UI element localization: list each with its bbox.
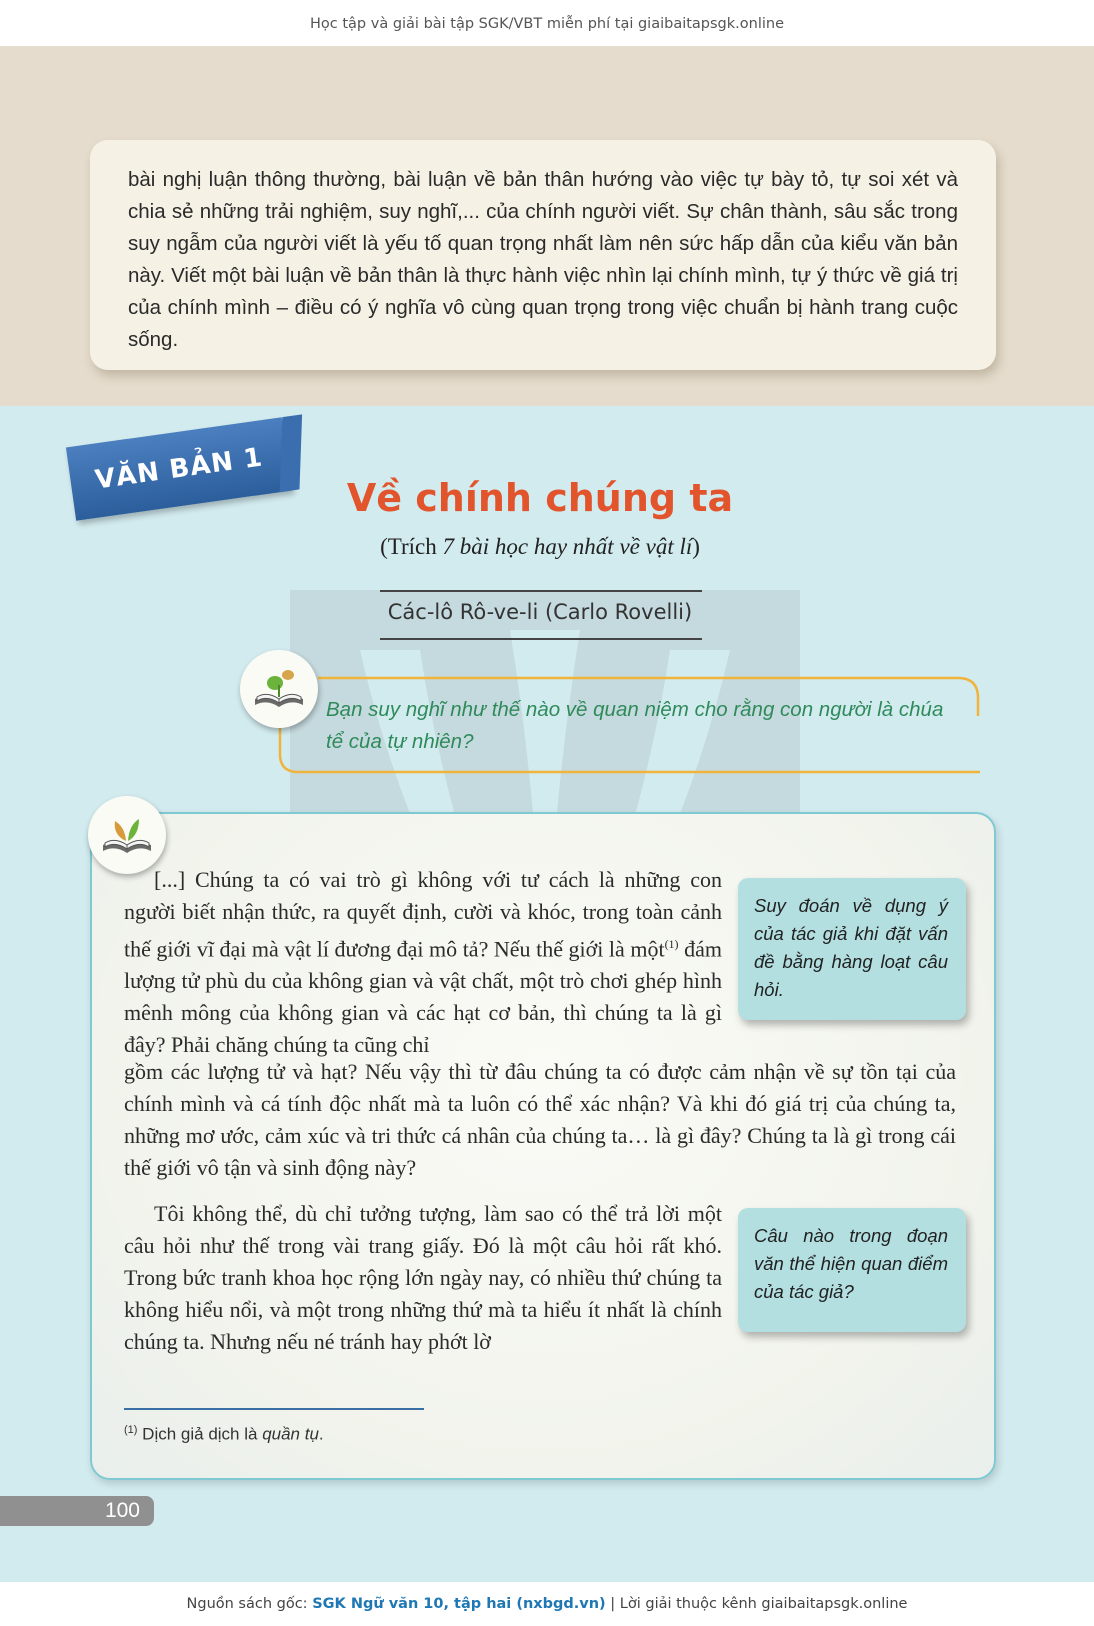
site-header-text: Học tập và giải bài tập SGK/VBT miễn phí tại giaibaitapsgk.online xyxy=(310,16,784,32)
ribbon-label: VĂN BẢN 1 xyxy=(93,442,265,496)
page-title: Về chính chúng ta xyxy=(346,476,734,520)
intro-box xyxy=(90,140,996,370)
footer-source-link[interactable]: SGK Ngữ văn 10, tập hai (nxbgd.vn) xyxy=(312,1596,606,1612)
site-header xyxy=(0,0,1094,46)
subtitle-suffix: ) xyxy=(692,534,700,559)
site-footer xyxy=(0,1582,1094,1626)
side-note-1-text: Suy đoán về dụng ý của tác giả khi đặt vấn đề bằng hàng loạt câu hỏi. xyxy=(754,895,948,1000)
subtitle xyxy=(330,534,750,560)
author-rule-top xyxy=(380,590,702,592)
subtitle-book: 7 bài học hay nhất về vật lí xyxy=(442,534,693,559)
book-leaves-icon xyxy=(88,796,166,874)
prompt-question: Bạn suy nghĩ như thế nào về quan niệm cho rằng con người là chúa tể của tự nhiên? xyxy=(326,698,944,753)
footnote xyxy=(124,1424,324,1445)
subtitle-prefix: (Trích xyxy=(380,534,443,559)
footnote-end: . xyxy=(318,1424,324,1444)
author-rule-bottom xyxy=(380,638,702,640)
side-note-2 xyxy=(738,1208,966,1332)
footer-suffix: | Lời giải thuộc kênh giaibaitapsgk.online xyxy=(605,1596,908,1612)
footnote-text: Dịch giả dịch là xyxy=(137,1424,263,1444)
intro-text: bài nghị luận thông thường, bài luận về bản thân hướng vào việc tự bày tỏ, tự soi xét và chia sẻ những trải nghiệm, suy nghĩ,... của chính người viết. Sự chân thành, sâu sắc trong suy ngẫm của người viết là yếu tố quan trọng nhất làm nên sức hấp dẫn của kiểu văn bản này. Viết một bài luận về bản thân là thực hành việc nhìn lại chính mình, tự ý thức về giá trị của chính mình – điều có ý nghĩa vô cùng quan trọng trong việc chuẩn bị hành trang cuộc sống. xyxy=(128,168,958,351)
author: Các-lô Rô-ve-li (Carlo Rovelli) xyxy=(387,600,693,624)
footnote-term: quần tụ xyxy=(262,1424,319,1444)
page-number: 100 xyxy=(0,1496,154,1526)
p1-text-b: đám lượng tử phù du của không gian và vật chất, một trò chơi ghép hình mênh mông của không gian và các hạt cơ bản, thì chúng ta là gì đây? Phải chăng chúng ta cũng chỉ xyxy=(124,936,722,1058)
paragraph-2: Tôi không thể, dù chỉ tưởng tượng, làm sao có thể trả lời một câu hỏi như thế trong vài trang giấy. Đó là một câu hỏi rất khó. Trong bức tranh khoa học rộng lớn ngày nay, có nhiều thứ chúng ta không hiểu nổi, và một trong những thứ mà ta hiểu ít nhất là chính chúng ta. Nhưng nếu né tránh hay phớt lờ xyxy=(124,1201,722,1354)
p1-text-a: [...] Chúng ta có vai trò gì không với tư cách là những con người biết nhận thức, ra quyết định, cười và khóc, trong toàn cảnh thế giới vĩ đại mà vật lí đương đại mô tả? Nếu thế giới là một xyxy=(124,867,722,962)
footnote-marker: (1) xyxy=(124,1424,138,1436)
book-sprout-icon xyxy=(240,650,318,728)
paragraph-1-part-2: gồm các lượng tử và hạt? Nếu vậy thì từ đâu chúng ta có được cảm nhận về sự tồn tại của chính mình và cá tính độc nhất mà ta luôn có thể xác nhận? Và khi đó giá trị của chúng ta, những mơ ước, cảm xúc và tri thức cá nhân của chúng ta… là gì đây? Chúng ta là gì trong cái thế giới vô tận và sinh động này? xyxy=(124,1059,956,1180)
side-note-2-text: Câu nào trong đoạn văn thể hiện quan điểm của tác giả? xyxy=(754,1225,948,1302)
paragraph-1-part-1 xyxy=(124,864,722,1061)
footer-prefix: Nguồn sách gốc: xyxy=(186,1596,313,1612)
side-note-1 xyxy=(738,878,966,1020)
footnote-ref: (1) xyxy=(664,937,679,951)
footnote-divider xyxy=(124,1408,424,1410)
